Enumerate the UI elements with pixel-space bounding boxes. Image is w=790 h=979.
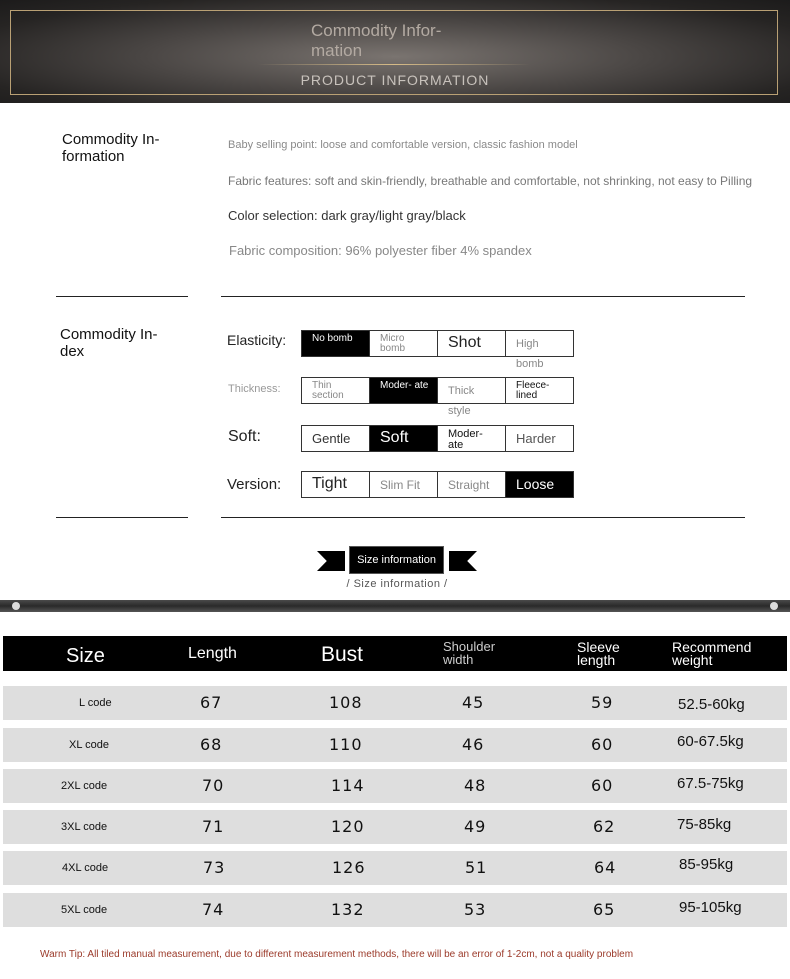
banner-title: Commodity Infor- mation [311, 21, 442, 60]
size-information-subtitle: / Size information / [346, 578, 448, 590]
softness-option-gentle[interactable]: Gentle [302, 426, 370, 451]
version-option-loose[interactable]: Loose [506, 472, 573, 497]
thickness-option-thin[interactable]: Thin section [302, 378, 370, 403]
cell-size: 5XL code [61, 904, 108, 916]
size-row-4xl [3, 851, 787, 885]
cell-bust: 114 [331, 776, 365, 795]
cell-sleeve: 65 [593, 900, 616, 919]
size-row-3xl [3, 810, 787, 844]
cell-bust: 126 [332, 858, 366, 877]
divider-left-2 [56, 517, 188, 518]
elasticity-option-no-bomb[interactable]: No bomb [302, 331, 370, 356]
cell-sleeve: 64 [594, 858, 617, 877]
header-bust: Bust [321, 643, 364, 666]
cell-bust: 108 [329, 693, 363, 712]
softness-option-harder[interactable]: Harder [516, 431, 556, 446]
elasticity-options [301, 330, 574, 370]
feature-composition: Fabric composition: 96% polyester fiber 4% spandex [229, 243, 532, 258]
cell-shoulder: 53 [464, 900, 487, 919]
cell-weight: 52.5-60kg [678, 696, 745, 713]
cell-shoulder: 51 [465, 858, 488, 877]
cell-weight: 85-95kg [679, 856, 734, 873]
cell-bust: 120 [331, 817, 365, 836]
commodity-information-label: Commodity In- formation [62, 131, 160, 165]
cell-size: L code [79, 697, 112, 709]
cell-bust: 110 [329, 735, 363, 754]
cell-size: 4XL code [62, 862, 109, 874]
divider-left-1 [56, 296, 188, 297]
commodity-index-label: Commodity In- dex [60, 326, 158, 360]
softness-option-moderate[interactable]: Moder- ate [438, 426, 506, 451]
cell-weight: 95-105kg [679, 899, 742, 916]
size-row-5xl [3, 893, 787, 927]
header-shoulder-width: Shoulder width [443, 639, 496, 667]
cell-weight: 67.5-75kg [677, 775, 744, 792]
divider-right-1 [221, 296, 745, 297]
cell-sleeve: 60 [591, 735, 614, 754]
cell-shoulder: 49 [464, 817, 487, 836]
cell-length: 67 [200, 693, 223, 712]
softness-option-soft[interactable]: Soft [370, 426, 438, 451]
metal-divider-bar [0, 600, 790, 612]
size-row-l [3, 686, 787, 720]
cell-length: 71 [202, 817, 225, 836]
thickness-option-moderate[interactable]: Moder- ate [370, 378, 438, 403]
banner-rule [258, 64, 530, 65]
elasticity-option-shot[interactable]: Shot [438, 331, 506, 356]
cell-shoulder: 45 [462, 693, 485, 712]
divider-right-2 [221, 517, 745, 518]
cell-weight: 75-85kg [677, 816, 732, 833]
ribbon-right-tail [449, 551, 477, 571]
size-information-title: Size information [349, 546, 444, 574]
thickness-option-thick[interactable]: Thick style [438, 378, 506, 403]
feature-color: Color selection: dark gray/light gray/black [228, 208, 466, 223]
size-row-xl [3, 728, 787, 762]
thickness-label: Thickness: [228, 383, 281, 395]
cell-length: 74 [202, 900, 225, 919]
ribbon-left-tail [317, 551, 345, 571]
size-row-2xl [3, 769, 787, 803]
elasticity-option-high-bomb[interactable]: High bomb [516, 338, 544, 370]
version-option-slim-fit[interactable]: Slim Fit [370, 472, 438, 497]
version-option-straight[interactable]: Straight [438, 472, 506, 497]
cell-length: 70 [202, 776, 225, 795]
soft-label: Soft: [228, 428, 261, 445]
version-option-tight[interactable]: Tight [302, 472, 370, 497]
cell-sleeve: 59 [591, 693, 614, 712]
version-label: Version: [227, 476, 282, 493]
version-options [301, 471, 574, 498]
elasticity-label: Elasticity: [227, 332, 287, 348]
cell-size: XL code [69, 739, 109, 751]
header-length: Length [188, 645, 237, 662]
feature-selling-point: Baby selling point: loose and comfortable version, classic fashion model [228, 139, 578, 151]
cell-length: 73 [203, 858, 226, 877]
rivet-right-icon [770, 602, 778, 610]
size-table-header [3, 636, 787, 671]
header-sleeve-length: Sleeve length [577, 639, 620, 668]
cell-length: 68 [200, 735, 223, 754]
softness-options [301, 425, 574, 452]
cell-shoulder: 48 [464, 776, 487, 795]
thickness-options [301, 377, 574, 417]
feature-fabric: Fabric features: soft and skin-friendly, breathable and comfortable, not shrinking, not easy to Pilling [228, 174, 753, 188]
rivet-left-icon [12, 602, 20, 610]
cell-bust: 132 [331, 900, 365, 919]
header-size: Size [66, 645, 105, 667]
cell-weight: 60-67.5kg [677, 733, 744, 750]
header-recommend-weight: Recommend weight [672, 639, 752, 668]
cell-size: 3XL code [61, 821, 108, 833]
cell-size: 2XL code [61, 780, 108, 792]
cell-shoulder: 46 [462, 735, 485, 754]
cell-sleeve: 60 [591, 776, 614, 795]
elasticity-option-micro-bomb[interactable]: Micro bomb [370, 331, 438, 356]
cell-sleeve: 62 [593, 817, 616, 836]
warm-tip: Warm Tip: All tiled manual measurement, due to different measurement methods, there will be an error of 1-2cm, not a quality problem [40, 949, 634, 960]
thickness-option-fleece[interactable]: Fleece- lined [516, 380, 550, 401]
banner-subtitle: PRODUCT INFORMATION [300, 72, 490, 88]
